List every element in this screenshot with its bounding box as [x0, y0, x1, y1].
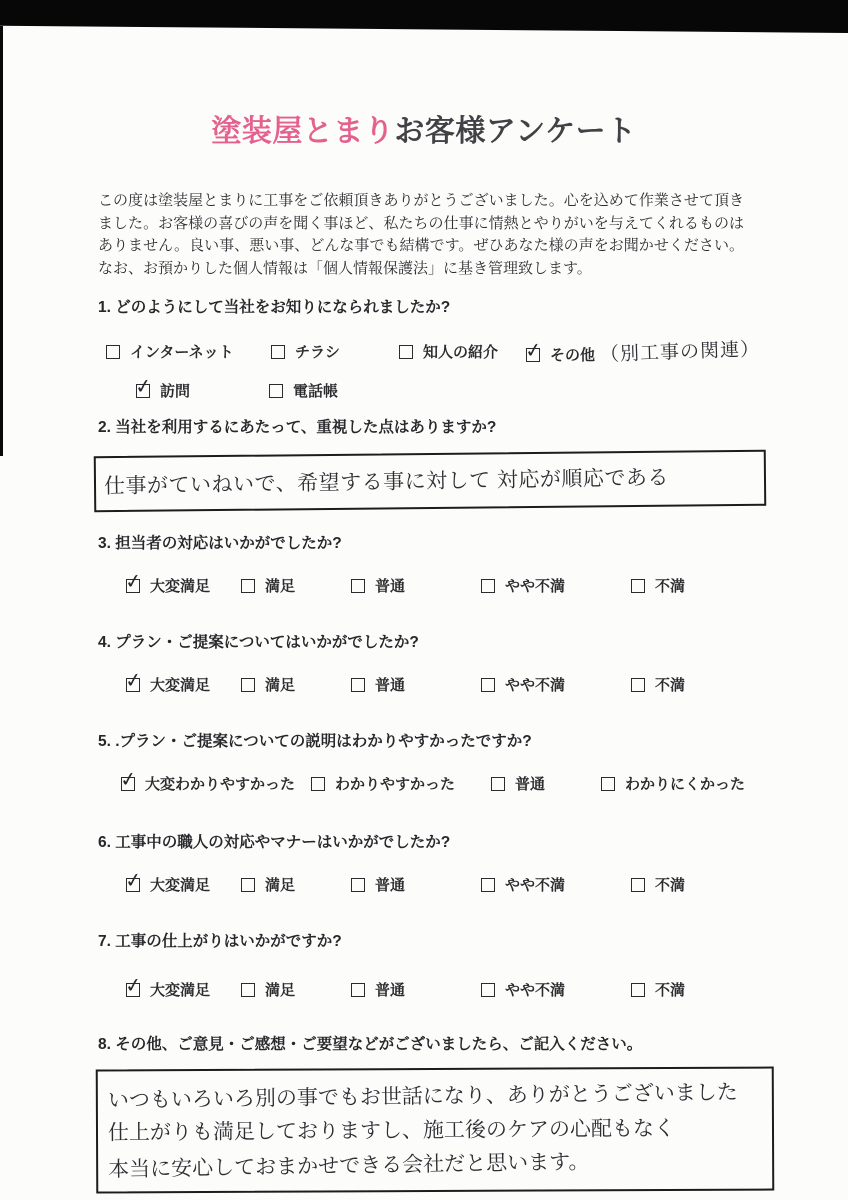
question-8-label: 8. その他、ご意見・ご感想・ご要望などがございましたら、ご記入ください。 [98, 1036, 643, 1054]
option-label: 普通 [375, 578, 406, 596]
handwritten-comment-line: 仕上がりも満足しておりますし、施工後のケアの心配もなく [107, 1117, 676, 1145]
checkbox-dissatisfied[interactable] [631, 575, 744, 596]
intro-text: この度は塗装屋とまりに工事をご依頼頂きありがとうございました。心を込めて作業させて頂きました。お客様の喜びの声を聞く事ほど、私たちの仕事に情熱とやりがいを与えてくれるものはありません。良い事、悪い事、どんな事でも結構です。ぜひあなた様の声をお聞かせください。なお、お預かりした個人情報は「個人情報保護法」に基き管理致します。 [98, 192, 744, 277]
checkbox-neutral[interactable] [351, 674, 481, 695]
option-label: 普通 [375, 877, 406, 895]
checkbox-satisfied[interactable] [241, 874, 351, 895]
option-label: 不満 [655, 982, 686, 1000]
option-label: わかりやすかった [335, 776, 456, 794]
checkbox-very-satisfied[interactable] [123, 868, 241, 895]
question-7-label: 7. 工事の仕上がりはいかがですか? [98, 933, 342, 951]
option-label: わかりにくかった [625, 776, 746, 794]
option-label: 大変満足 [150, 877, 211, 895]
question-1-options-row-2 [133, 374, 744, 401]
checkbox-neutral[interactable] [351, 874, 481, 895]
question-8 [98, 1032, 744, 1192]
option-label: 大変満足 [150, 677, 211, 695]
option-label: やや不満 [505, 677, 566, 695]
option-label: やや不満 [505, 877, 566, 895]
checkbox-satisfied[interactable] [241, 674, 351, 695]
option-label: 不満 [655, 677, 686, 695]
checkbox-box [631, 678, 645, 692]
option-label: 大変わかりやすかった [145, 776, 296, 794]
checkbox-very-satisfied[interactable] [123, 668, 241, 695]
question-5-label: 5. .プラン・ご提案についての説明はわかりやすかったですか? [98, 733, 532, 751]
checkbox-easy-to-understand[interactable] [311, 773, 491, 794]
question-1-label: 1. どのようにして当社をお知りになられましたか? [98, 299, 451, 317]
question-4-options [123, 668, 744, 695]
checkbox-box [241, 983, 255, 997]
checkbox-box [133, 374, 154, 399]
checkbox-box [481, 678, 495, 692]
question-6-label: 6. 工事中の職人の対応やマナーはいかがでしたか? [98, 834, 451, 852]
question-5-options [118, 767, 746, 794]
checkbox-visit[interactable] [133, 374, 269, 401]
checkbox-box [241, 878, 255, 892]
other-option-cell [523, 338, 761, 368]
check-icon: ✓ [123, 868, 144, 893]
question-4-label: 4. プラン・ご提案についてはいかがでしたか? [98, 634, 419, 652]
option-label: 不満 [655, 578, 686, 596]
option-label: 普通 [375, 677, 406, 695]
q2-answer-box[interactable] [94, 450, 767, 512]
q8-answer-box[interactable] [96, 1067, 775, 1194]
scan-artifact-left [0, 26, 3, 456]
checkbox-box [631, 579, 645, 593]
option-label: 普通 [375, 982, 406, 1000]
checkbox-box [271, 345, 285, 359]
checkbox-box [118, 767, 139, 792]
checkbox-box [601, 777, 615, 791]
checkbox-referral[interactable] [399, 341, 526, 362]
checkbox-satisfied[interactable] [241, 575, 351, 596]
question-2 [98, 415, 744, 509]
question-7-options [123, 973, 744, 1000]
option-label: その他 [550, 347, 596, 365]
checkbox-very-satisfied[interactable] [123, 569, 241, 596]
checkbox-phonebook[interactable] [269, 380, 744, 401]
checkbox-flyer[interactable] [271, 341, 399, 362]
checkbox-hard-to-understand[interactable] [601, 773, 745, 794]
checkbox-box [123, 569, 144, 594]
checkbox-very-satisfied[interactable] [123, 973, 241, 1000]
checkbox-box [241, 678, 255, 692]
checkbox-box [351, 678, 365, 692]
question-1 [98, 295, 761, 401]
check-icon: ✓ [133, 374, 154, 399]
checkbox-other[interactable] [523, 338, 596, 365]
checkbox-dissatisfied[interactable] [631, 874, 744, 895]
option-label: 大変満足 [150, 982, 211, 1000]
brand-name: 塗装屋とまり [211, 115, 395, 149]
checkbox-somewhat-dissatisfied[interactable] [481, 674, 631, 695]
checkbox-very-easy-to-understand[interactable] [118, 767, 311, 794]
option-label: 大変満足 [150, 578, 211, 596]
checkbox-somewhat-dissatisfied[interactable] [481, 874, 631, 895]
checkbox-box [351, 983, 365, 997]
handwritten-answer: 仕事がていねいで、希望する事に対して 対応が順応である [103, 466, 670, 499]
checkbox-neutral[interactable] [351, 575, 481, 596]
checkbox-box [399, 345, 413, 359]
checkbox-somewhat-dissatisfied[interactable] [481, 575, 631, 596]
form-content [0, 190, 848, 1192]
checkbox-box [106, 345, 120, 359]
checkbox-box [631, 878, 645, 892]
option-label: 満足 [265, 982, 296, 1000]
check-icon: ✓ [123, 569, 144, 594]
checkbox-box [123, 668, 144, 693]
checkbox-box [523, 338, 544, 363]
question-3-options [123, 569, 744, 596]
question-6-options [123, 868, 744, 895]
question-3 [98, 531, 744, 596]
question-6 [98, 830, 744, 895]
option-label: やや不満 [505, 578, 566, 596]
option-label: 満足 [265, 677, 296, 695]
option-label: 満足 [265, 578, 296, 596]
option-label: チラシ [295, 344, 341, 362]
option-label: 知人の紹介 [423, 344, 499, 362]
checkbox-neutral[interactable] [491, 773, 601, 794]
option-label: 不満 [655, 877, 686, 895]
option-label: 電話帳 [293, 383, 339, 401]
checkbox-box [241, 579, 255, 593]
checkbox-box [481, 878, 495, 892]
question-1-options-row-1 [106, 338, 761, 368]
checkbox-box [351, 579, 365, 593]
checkbox-box [481, 983, 495, 997]
check-icon: ✓ [123, 668, 144, 693]
page-title [0, 20, 848, 150]
question-4 [98, 630, 744, 695]
checkbox-box [269, 384, 283, 398]
checkbox-box [123, 868, 144, 893]
checkbox-dissatisfied[interactable] [631, 979, 744, 1000]
checkbox-box [631, 983, 645, 997]
check-icon: ✓ [523, 338, 544, 363]
checkbox-box [481, 579, 495, 593]
option-label: 訪問 [160, 383, 191, 401]
checkbox-somewhat-dissatisfied[interactable] [481, 979, 631, 1000]
option-label: 普通 [515, 776, 546, 794]
check-icon: ✓ [118, 767, 139, 792]
checkbox-neutral[interactable] [351, 979, 481, 1000]
handwritten-other-note: （別工事の関連） [599, 339, 761, 366]
checkbox-dissatisfied[interactable] [631, 674, 744, 695]
handwritten-comment-line: 本当に安心しておまかせできる会社だと思います。 [107, 1150, 590, 1182]
option-label: 満足 [265, 877, 296, 895]
page-title-text: お客様アンケート [394, 115, 637, 149]
question-5 [98, 729, 744, 794]
question-7 [98, 929, 744, 1000]
question-3-label: 3. 担当者の対応はいかがでしたか? [98, 535, 342, 553]
question-2-label: 2. 当社を利用するにあたって、重視した点はありますか? [98, 419, 497, 437]
checkbox-box [351, 878, 365, 892]
checkbox-box [491, 777, 505, 791]
option-label: インターネット [130, 344, 234, 362]
check-icon: ✓ [123, 973, 144, 998]
checkbox-satisfied[interactable] [241, 979, 351, 1000]
checkbox-box [311, 777, 325, 791]
checkbox-box [123, 973, 144, 998]
handwritten-comment-line: いつもいろいろ別の事でもお世話になり、ありがとうございました [107, 1081, 738, 1113]
option-label: やや不満 [505, 982, 566, 1000]
checkbox-internet[interactable] [106, 341, 271, 362]
